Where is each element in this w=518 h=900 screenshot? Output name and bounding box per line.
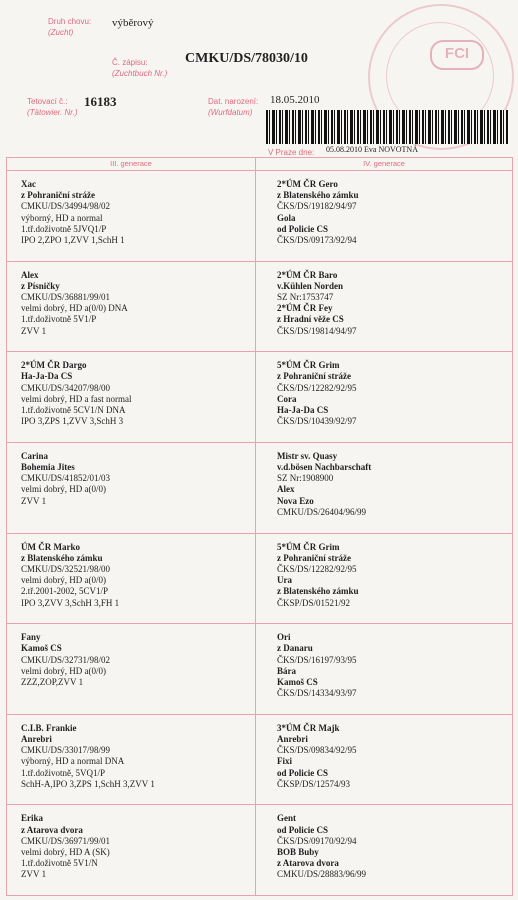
generation-3-cell <box>21 360 131 427</box>
generation-4-cell <box>277 360 357 427</box>
dog-detail: ZZZ,ZOP,ZVV 1 <box>21 676 84 687</box>
ancestor-name: Gola <box>277 212 296 223</box>
ancestor-registration: ČKS/DS/09173/92/94 <box>277 235 357 246</box>
dog-detail: 1.tř.doživotně 5V1/P <box>21 314 97 325</box>
registry-number-label-de: (Zuchtbuch Nr.) <box>112 69 168 78</box>
dog-name: C.I.B. Frankie <box>21 722 77 733</box>
ancestor-registration: ČKS/DS/16197/93/95 <box>277 654 357 665</box>
dog-name: Alex <box>21 269 39 280</box>
dog-detail: výborný, HD a normal <box>21 212 103 223</box>
dog-detail: velmi dobrý, HD a(0/0) <box>21 484 106 495</box>
dog-detail: velmi dobrý, HD a(0/0) <box>21 575 106 586</box>
kennel-name: z Písničky <box>21 280 60 291</box>
ancestor-registration: CMKU/DS/28883/96/99 <box>277 869 367 880</box>
tattoo-number-label-de: (Tätowier. Nr.) <box>27 108 78 117</box>
tattoo-number-label-cz: Tetovací č.: <box>27 97 68 106</box>
issue-date-signature: 05.08.2010 Eva NOVOTNÁ <box>326 145 418 154</box>
dog-detail: velmi dobrý, HD a(0/0) <box>21 665 106 676</box>
kennel-name: z Atarova dvora <box>21 824 83 835</box>
ancestor-kennel: od Policie CS <box>277 767 328 778</box>
ancestor-registration: ČKS/DS/10439/92/97 <box>277 416 357 427</box>
ancestor-registration: SZ Nr:1753747 <box>277 292 334 303</box>
generation-4-cell <box>277 179 359 246</box>
registration-number: CMKU/DS/36971/99/01 <box>21 835 111 846</box>
issue-place-label: V Praze dne: <box>268 148 315 157</box>
row-divider <box>7 351 512 352</box>
ancestor-kennel: v.Kühlen Norden <box>277 280 344 291</box>
registry-number-label <box>112 57 167 79</box>
kennel-name: Kamoš CS <box>21 643 62 654</box>
ancestor-registration: ČKS/DS/19182/94/97 <box>277 201 357 212</box>
generation-4-header: IV. generace <box>363 159 405 168</box>
ancestor-kennel: z Pohraniční stráže <box>277 552 351 563</box>
birth-date-label-cz: Dat. narození: <box>208 97 259 106</box>
registration-number: CMKU/DS/32521/98/00 <box>21 563 111 574</box>
dog-detail: velmi dobrý, HD A (SK) <box>21 846 110 857</box>
dog-detail: 1.tř.doživotně 5V1/N <box>21 858 98 869</box>
ancestor-name: 5*ÚM ČR Grim <box>277 541 340 552</box>
registry-number-label-cz: Č. zápisu: <box>112 58 148 67</box>
ancestor-name: Alex <box>277 484 295 495</box>
ancestor-kennel: od Policie CS <box>277 223 328 234</box>
barcode <box>266 110 508 144</box>
ancestor-kennel: Anrebri <box>277 733 308 744</box>
pedigree-table <box>6 157 513 896</box>
registry-number-value: CMKU/DS/78030/10 <box>185 51 308 66</box>
row-divider <box>7 623 512 624</box>
ancestor-kennel: z Blatenského zámku <box>277 586 359 597</box>
dog-detail: ZVV 1 <box>21 495 47 506</box>
breeding-type-label <box>48 16 91 38</box>
ancestor-kennel: z Pohraniční stráže <box>277 371 351 382</box>
ancestor-name: BOB Buby <box>277 846 319 857</box>
generation-4-cell <box>277 723 357 790</box>
dog-detail: IPO 3,ZPS 1,ZVV 3,SchH 3 <box>21 416 124 427</box>
generation-3-cell <box>21 179 125 246</box>
ancestor-name: 2*ÚM ČR Baro <box>277 269 338 280</box>
dog-detail: velmi dobrý, HD a(0/0) DNA <box>21 303 128 314</box>
ancestor-registration: ČKS/DS/09170/92/94 <box>277 835 357 846</box>
dog-detail: IPO 2,ZPO 1,ZVV 1,SchH 1 <box>21 235 125 246</box>
ancestor-name: Ori <box>277 632 291 643</box>
ancestor-name: 5*ÚM ČR Grim <box>277 360 340 371</box>
ancestor-name: 2*ÚM ČR Gero <box>277 179 338 189</box>
tattoo-number-value: 16183 <box>84 94 117 109</box>
ancestor-name: Gent <box>277 813 296 824</box>
ancestor-registration: ČKS/DS/09834/92/95 <box>277 745 357 756</box>
birth-date-label-de: (Wurfdatum) <box>208 108 253 117</box>
dog-detail: výborný, HD a normal DNA <box>21 756 125 767</box>
breeding-type-value: výběrový <box>112 17 154 29</box>
generation-3-cell <box>21 270 128 337</box>
fci-logo: FCI <box>430 40 484 70</box>
row-divider <box>7 804 512 805</box>
generation-3-cell <box>21 632 110 688</box>
ancestor-kennel: v.d.bösen Nachbarschaft <box>277 462 372 473</box>
generation-3-cell <box>21 542 119 609</box>
row-divider <box>7 261 512 262</box>
birth-date-value: 18.05.2010 <box>270 94 320 106</box>
registration-number: CMKU/DS/33017/98/99 <box>21 745 111 756</box>
dog-detail: IPO 3,ZVV 3,SchH 3,FH 1 <box>21 597 120 608</box>
ancestor-name: Ura <box>277 575 292 586</box>
generation-4-cell <box>277 632 357 699</box>
ancestor-registration: ČKSP/DS/01521/92 <box>277 597 351 608</box>
dog-detail: ZVV 1 <box>21 869 47 880</box>
ancestor-kennel: Nova Ezo <box>277 495 314 506</box>
ancestor-kennel: Kamoš CS <box>277 676 318 687</box>
ancestor-registration: ČKS/DS/12282/92/95 <box>277 382 357 393</box>
generation-4-cell <box>277 542 359 609</box>
ancestor-name: Mistr sv. Quasy <box>277 450 338 461</box>
generation-4-cell <box>277 270 357 337</box>
ancestor-name: Fixi <box>277 756 292 767</box>
dog-detail: SchH-A,IPO 3,ZPS 1,SchH 3,ZVV 1 <box>21 778 155 789</box>
kennel-name: z Blatenského zámku <box>21 552 103 563</box>
generation-4-cell <box>277 813 366 880</box>
dog-name: Xac <box>21 179 36 189</box>
ancestor-kennel: Ha-Ja-Da CS <box>277 405 329 416</box>
ancestor-name: Bára <box>277 665 296 676</box>
ancestor-name: 2*ÚM ČR Fey <box>277 303 333 314</box>
dog-detail: 1.tř.doživotně 5CV1/N DNA <box>21 405 126 416</box>
registration-number: CMKU/DS/34207/98/00 <box>21 382 111 393</box>
kennel-name: Anrebri <box>21 733 52 744</box>
ancestor-registration: ČKSP/DS/12574/93 <box>277 778 351 789</box>
ancestor-name: Cora <box>277 393 297 404</box>
dog-name: Carina <box>21 450 48 461</box>
registration-number: CMKU/DS/36881/99/01 <box>21 292 111 303</box>
header-divider <box>7 170 512 171</box>
generation-3-cell <box>21 723 155 790</box>
dog-detail: 1.tř.doživotně, 5VQ1/P <box>21 767 105 778</box>
column-divider <box>255 158 256 895</box>
registration-number: CMKU/DS/32731/98/02 <box>21 654 111 665</box>
generation-3-cell <box>21 451 110 507</box>
dog-detail: 1.tř.doživotně 5JVQ1/P <box>21 223 107 234</box>
dog-name: 2*ÚM ČR Dargo <box>21 360 87 371</box>
ancestor-registration: CMKU/DS/26404/96/99 <box>277 506 367 517</box>
ancestor-kennel: z Danaru <box>277 643 313 654</box>
tattoo-number-label <box>27 96 78 118</box>
dog-detail: ZVV 1 <box>21 325 47 336</box>
dog-name: Fany <box>21 632 41 643</box>
dog-name: ÚM ČR Marko <box>21 541 80 552</box>
ancestor-kennel: od Policie CS <box>277 824 328 835</box>
ancestor-name: 3*ÚM ČR Majk <box>277 722 340 733</box>
ancestor-registration: ČKS/DS/19814/94/97 <box>277 325 357 336</box>
generation-3-header: III. generace <box>110 159 152 168</box>
row-divider <box>7 714 512 715</box>
breeding-type-label-de: (Zucht) <box>48 28 74 37</box>
dog-detail: velmi dobrý, HD a fast normal <box>21 393 132 404</box>
generation-4-cell <box>277 451 371 518</box>
ancestor-registration: ČKS/DS/14334/93/97 <box>277 688 357 699</box>
breeding-type-label-cz: Druh chovu: <box>48 17 92 26</box>
dog-detail: 2.tř.2001-2002, 5CV1/P <box>21 586 109 597</box>
birth-date-label <box>208 96 258 118</box>
dog-name: Erika <box>21 813 44 824</box>
kennel-name: Ha-Ja-Da CS <box>21 371 73 382</box>
ancestor-registration: ČKS/DS/12282/92/95 <box>277 563 357 574</box>
ancestor-kennel: z Blatenského zámku <box>277 190 359 201</box>
row-divider <box>7 533 512 534</box>
ancestor-kennel: z Atarova dvora <box>277 858 339 869</box>
registration-number: CMKU/DS/41852/01/03 <box>21 473 111 484</box>
row-divider <box>7 442 512 443</box>
ancestor-kennel: z Hradní věže CS <box>277 314 344 325</box>
kennel-name: z Pohraniční stráže <box>21 190 95 201</box>
generation-3-cell <box>21 813 110 880</box>
ancestor-registration: SZ Nr:1908900 <box>277 473 334 484</box>
registration-number: CMKU/DS/34994/98/02 <box>21 201 111 212</box>
kennel-name: Bohemia Jites <box>21 462 75 473</box>
